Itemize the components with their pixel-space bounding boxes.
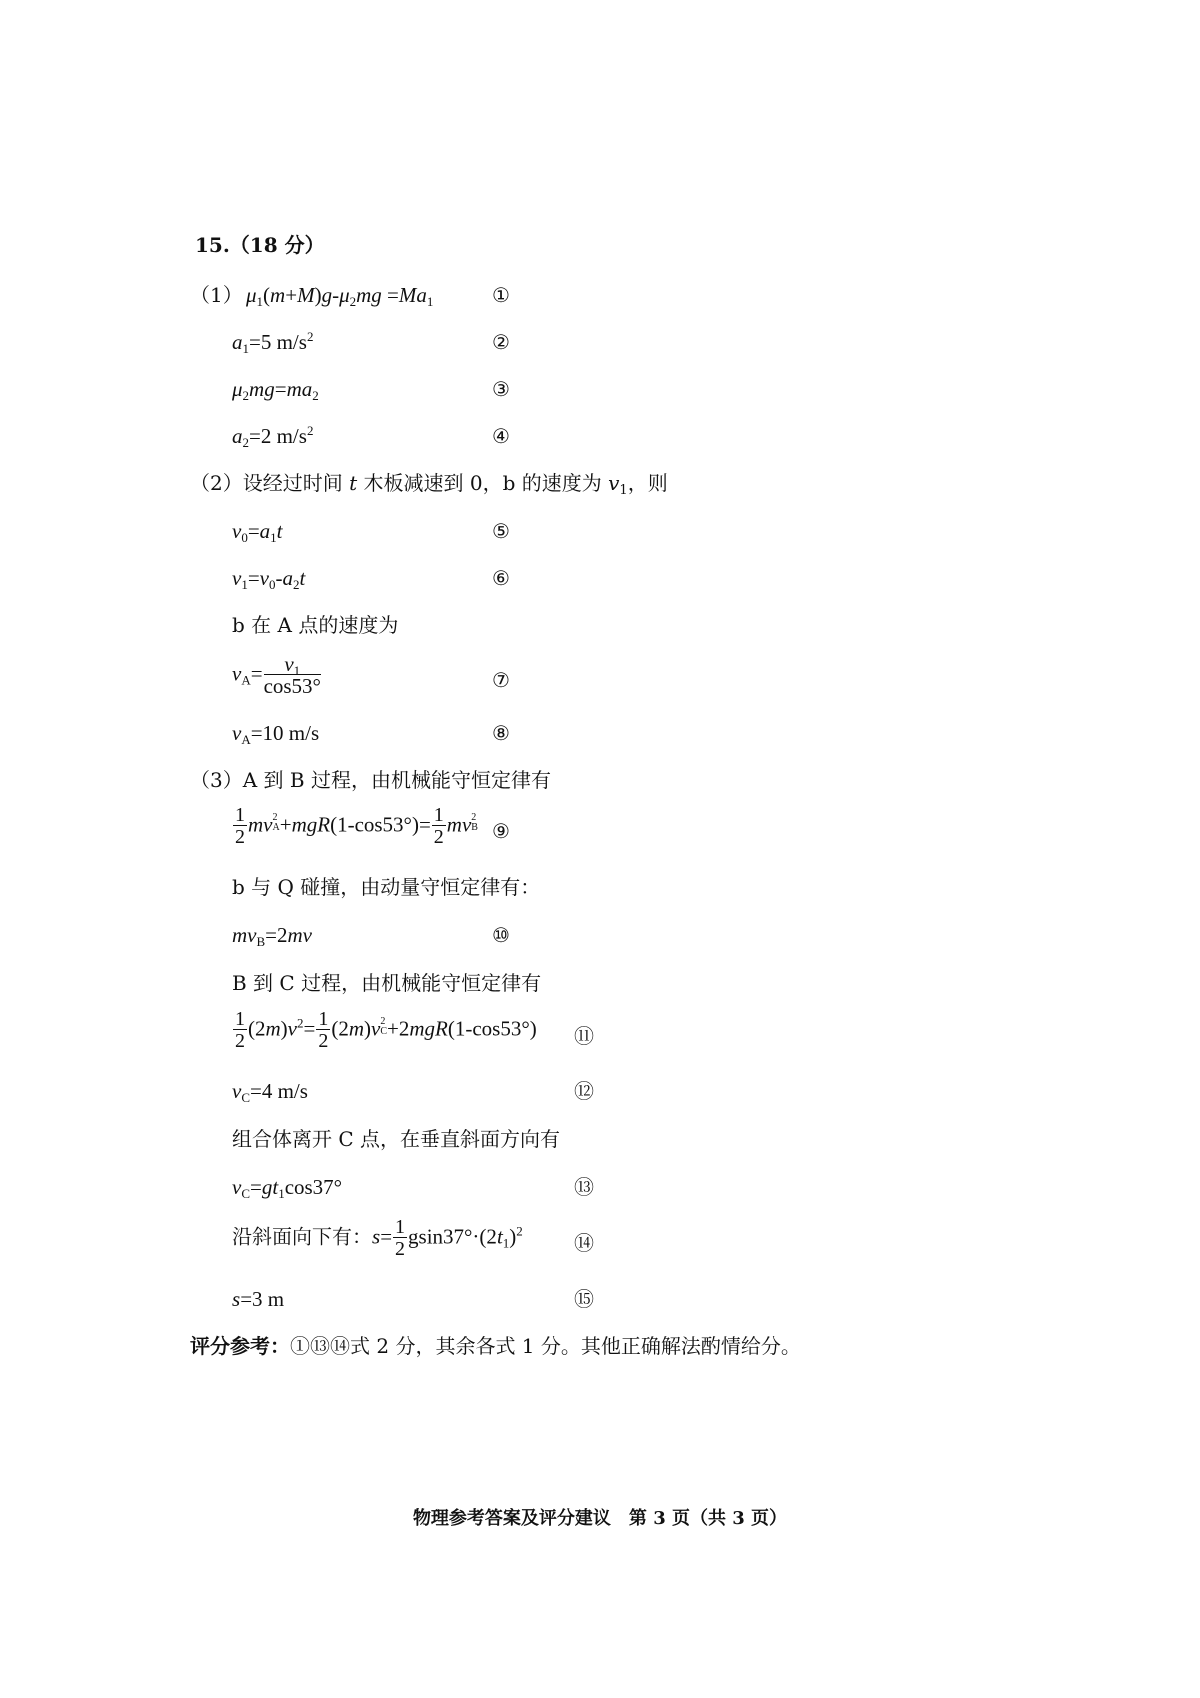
equation-mark-7: ⑦ bbox=[492, 668, 510, 692]
equation-mark-4: ④ bbox=[492, 424, 510, 448]
equation-5: $v_0=a_1t$ bbox=[232, 519, 283, 545]
equation-1: $\mu_1(m+M)g-\mu_2mg =Ma_1$ bbox=[246, 283, 434, 309]
s-value: =3 m bbox=[240, 1287, 285, 1311]
question-points: （18 分） bbox=[229, 233, 325, 257]
equation-mark-11: ⑪ bbox=[574, 1024, 594, 1048]
a1-value: =5 m/s bbox=[249, 330, 307, 354]
equation-9: $\frac{1}{2}$ mv 2 A +mgR(1-cos53°)= $\frac{1}{2}$ mv 2 B bbox=[235, 804, 478, 848]
equation-mark-14: ⑭ bbox=[574, 1231, 594, 1255]
page-footer: 物理参考答案及评分建议 第 3 页（共 3 页） bbox=[412, 1508, 788, 1529]
vA-value: =10 m/s bbox=[250, 721, 320, 745]
question-number: 15. bbox=[195, 233, 230, 257]
vC-value: =4 m/s bbox=[250, 1079, 308, 1103]
equation-mark-15: ⑮ bbox=[574, 1287, 594, 1311]
equation-10: $mv_B=2mv$ bbox=[232, 923, 313, 949]
scoring-text: ①⑬⑭式 2 分，其余各式 1 分。其他正确解法酌情给分。 bbox=[290, 1334, 801, 1358]
equation-mark-9: ⑨ bbox=[492, 819, 510, 843]
a2-value: =2 m/s bbox=[249, 424, 307, 448]
equation-6: $v_1=v_0-a_2t$ bbox=[232, 566, 306, 592]
equation-mark-6: ⑥ bbox=[492, 566, 510, 590]
equation-8: $v_A=10$ m/s bbox=[232, 721, 320, 747]
question-heading bbox=[195, 232, 325, 258]
part2-intro: （2）设经过时间 t 木板减速到 0，b 的速度为 $v_1$，则 bbox=[190, 471, 668, 498]
equation-3: $\mu_2mg=ma_2$ bbox=[232, 377, 319, 403]
equation-15: s=3 m bbox=[232, 1287, 285, 1311]
equation-mark-8: ⑧ bbox=[492, 721, 510, 745]
b-to-c-text: B 到 C 过程，由机械能守恒定律有 bbox=[232, 971, 542, 995]
scoring-label: 评分参考： bbox=[190, 1334, 290, 1358]
part1-label: （1） bbox=[190, 283, 243, 307]
equation-mark-10: ⑩ bbox=[492, 923, 510, 947]
equation-12: $v_C=4$ m/s bbox=[232, 1079, 308, 1105]
scoring-note bbox=[190, 1333, 801, 1359]
equation-4: $a_2=2$ $m/s^2$ bbox=[232, 423, 314, 450]
speed-at-A-text: b 在 A 点的速度为 bbox=[232, 613, 399, 637]
equation-11: $\frac{1}{2}$ $(2m)v^2=$ $\frac{1}{2}$ (2m)v 2 C +2mgR(1-cos53°) bbox=[235, 1008, 537, 1052]
equation-2: $a_1=5$ $m/s^2$ bbox=[232, 329, 314, 356]
part3-intro: （3）A 到 B 过程，由机械能守恒定律有 bbox=[190, 768, 551, 792]
equation-14: 沿斜面向下有：s= $\frac{1}{2}$ $gsin37^\circ\cdot(2t_1)^2$ bbox=[232, 1216, 523, 1260]
equation-mark-3: ③ bbox=[492, 377, 510, 401]
leave-c-text: 组合体离开 C 点，在垂直斜面方向有 bbox=[232, 1127, 561, 1151]
equation-mark-13: ⑬ bbox=[574, 1175, 594, 1199]
equation-mark-2: ② bbox=[492, 330, 510, 354]
equation-13: $v_C=gt_1\cos 37^\circ$ bbox=[232, 1175, 343, 1201]
collision-text: b 与 Q 碰撞，由动量守恒定律有： bbox=[232, 875, 541, 899]
equation-mark-12: ⑫ bbox=[574, 1079, 594, 1103]
equation-mark-1: ① bbox=[492, 283, 510, 307]
equation-7: $v_A=$ $\frac{v_1}{\cos 53^\circ}$ bbox=[232, 652, 321, 698]
equation-mark-5: ⑤ bbox=[492, 519, 510, 543]
